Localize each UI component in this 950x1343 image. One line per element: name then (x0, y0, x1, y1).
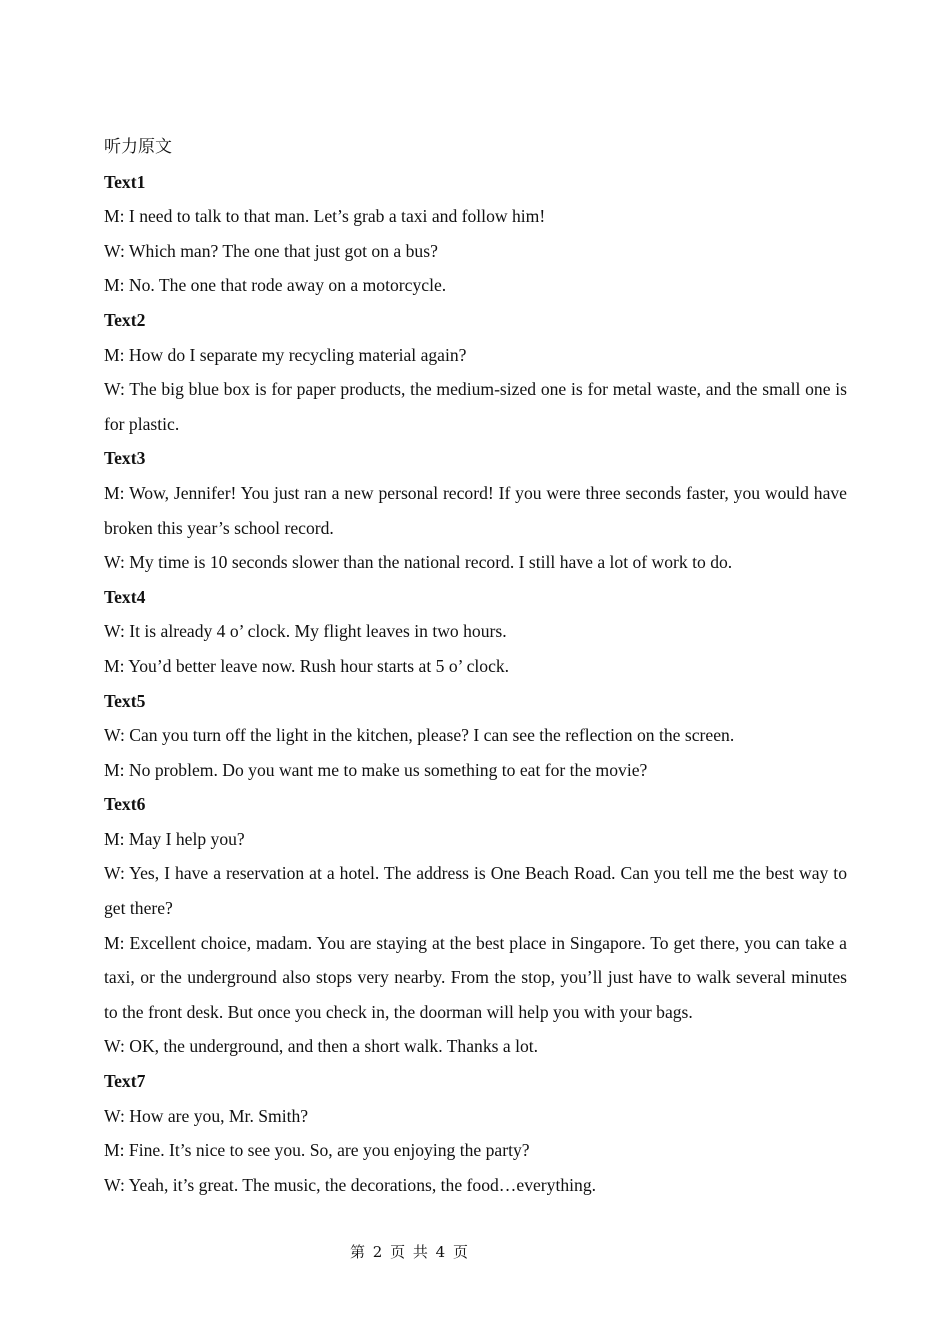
transcript-content (104, 130, 847, 1202)
dialogue-line: W: Which man? The one that just got on a bus? (104, 240, 438, 261)
section-label: Text4 (104, 586, 146, 607)
dialogue-line: M: I need to talk to that man. Let’s grab a taxi and follow him! (104, 206, 546, 227)
section-label: Text3 (104, 448, 146, 469)
dialogue-line: M: No. The one that rode away on a motorcycle. (104, 275, 447, 296)
section-label: Text1 (104, 171, 146, 192)
dialogue-line: M: May I help you? (104, 828, 245, 849)
section-label: Text6 (104, 794, 146, 815)
dialogue-line: W: Yes, I have a reservation at a hotel. The address is One Beach Road. Can you tell me the best way to get there? (104, 863, 847, 919)
dialogue-line: W: It is already 4 o’ clock. My flight leaves in two hours. (104, 621, 507, 642)
dialogue-line: W: The big blue box is for paper products, the medium-sized one is for metal waste, and the small one is for plastic. (104, 379, 847, 434)
dialogue-line: M: No problem. Do you want me to make us something to eat for the movie? (104, 759, 648, 780)
dialogue-line: W: Yeah, it’s great. The music, the decorations, the food…everything. (104, 1174, 597, 1195)
dialogue-line: W: OK, the underground, and then a short walk. Thanks a lot. (104, 1036, 539, 1057)
dialogue-line: M: Fine. It’s nice to see you. So, are you enjoying the party? (104, 1140, 530, 1161)
transcript-blocks (104, 165, 847, 1203)
section-label: Text5 (104, 690, 146, 711)
dialogue-line: M: Wow, Jennifer! You just ran a new personal record! If you were three seconds faster, you would have broken this year’s school record. (104, 482, 847, 538)
dialogue-line: M: Excellent choice, madam. You are staying at the best place in Singapore. To get there, you can take a taxi, or the underground also stops very nearby. From the stop, you’ll just have to walk several minutes to the front desk. But once you check in, the doorman will help you with your bags. (104, 932, 847, 1022)
section-label: Text7 (104, 1071, 146, 1092)
page-heading: 听力原文 (104, 137, 172, 157)
dialogue-line: M: How do I separate my recycling material again? (104, 344, 467, 365)
dialogue-line: W: My time is 10 seconds slower than the national record. I still have a lot of work to do. (104, 552, 733, 573)
page-footer: 第 2 页 共 4 页 (350, 1243, 468, 1261)
dialogue-line: W: How are you, Mr. Smith? (104, 1105, 309, 1126)
dialogue-line: M: You’d better leave now. Rush hour starts at 5 o’ clock. (104, 655, 510, 676)
dialogue-line: W: Can you turn off the light in the kitchen, please? I can see the reflection on the screen. (104, 725, 735, 746)
section-label: Text2 (104, 309, 146, 330)
